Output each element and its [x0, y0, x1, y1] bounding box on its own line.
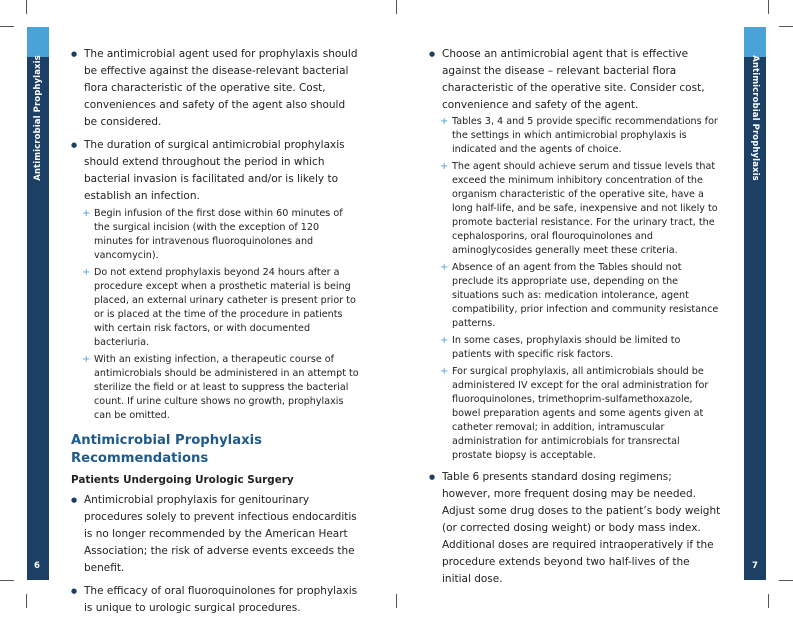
left-page-number: 6	[34, 561, 40, 571]
crop-mark	[0, 26, 14, 27]
left-bullet: ● The duration of surgical antimicrobial prophylaxis should extend throughout the period in which bacterial invasion is facilitated and/or is likely to establish an infection.	[71, 137, 359, 205]
crop-mark	[26, 0, 27, 14]
right-sub-bullet: + For surgical prophylaxis, all antimicrobials should be administered IV except for the oral administration for fluoroquinolones, trimethoprim-sulfamethoxazole, bowel preparation agents and some agents given at catheter removal; in addition, intramuscular administration for antimicrobials for transrectal prostate biopsy is acceptable.	[440, 366, 709, 461]
left-side-tab-label: Antimicrobial Prophylaxis	[33, 55, 43, 181]
right-sub-bullet: + Tables 3, 4 and 5 provide specific recommendations for the settings in which antimicrobial prophylaxis is indicated and the agents of choice.	[440, 116, 718, 155]
plus-icon: +	[82, 267, 91, 278]
left-sub-bullet: + Do not extend prophylaxis beyond 24 hours after a procedure except when a prosthetic material is being placed, an external urinary catheter is present prior to or is placed at the time of the procedure in patients with certain risk factors, or with documented bacteriuria.	[82, 267, 356, 348]
left-column	[71, 46, 359, 617]
left-tab-accent	[27, 27, 49, 57]
right-column	[429, 46, 721, 588]
crop-mark	[396, 0, 397, 14]
plus-icon: +	[82, 354, 91, 365]
left-bullet: ● Antimicrobial prophylaxis for genitourinary procedures solely to prevent infectious endocarditis is no longer recommended by the American Heart Association; the risk of adverse events exceeds the benefit.	[71, 492, 359, 577]
plus-icon: +	[440, 116, 449, 127]
left-bullet: ● The efficacy of oral fluoroquinolones for prophylaxis is unique to urologic surgical procedures.	[71, 583, 359, 617]
plus-icon: +	[82, 208, 91, 219]
right-bullet: ● Choose an antimicrobial agent that is effective against the disease – relevant bacterial flora characteristic of the operative site. Consider cost, convenience and safety of the agent.	[429, 46, 721, 114]
crop-mark	[768, 0, 769, 14]
section-heading: Antimicrobial Prophylaxis Recommendations	[71, 433, 262, 466]
left-bullet: ● The antimicrobial agent used for prophylaxis should be effective against the disease-relevant bacterial flora characteristic of the operative site. Cost, conveniences and safety of the agent also should be considered.	[71, 46, 359, 131]
left-sub-bullet: + Begin infusion of the first dose within 60 minutes of the surgical incision (with the exception of 120 minutes for intravenous fluoroquinolones and vancomycin).	[82, 208, 343, 261]
crop-mark	[768, 594, 769, 608]
section-subheading: Patients Undergoing Urologic Surgery	[71, 474, 294, 486]
crop-mark	[779, 26, 793, 27]
crop-mark	[26, 594, 27, 608]
right-page-number: 7	[752, 561, 758, 571]
plus-icon: +	[440, 366, 449, 377]
right-tab-accent	[744, 27, 766, 57]
crop-mark	[779, 580, 793, 581]
crop-mark	[0, 580, 14, 581]
right-bullet: ● Table 6 presents standard dosing regimens; however, more frequent dosing may be needed. Adjust some drug doses to the patient’s body weight (or corrected dosing weight) or body mass index. Additional doses are required intraoperatively if the procedure extends beyond two half-lives of the initial dose.	[429, 469, 721, 588]
right-sub-bullet: + In some cases, prophylaxis should be limited to patients with specific risk factors.	[440, 335, 681, 360]
right-sub-bullet: + Absence of an agent from the Tables should not preclude its appropriate use, depending on the situations such as: medication intolerance, agent compatibility, prior infection and community resistance patterns.	[440, 262, 719, 329]
plus-icon: +	[440, 262, 449, 273]
crop-mark	[396, 594, 397, 608]
right-sub-bullet: + The agent should achieve serum and tissue levels that exceed the minimum inhibitory concentration of the organism characteristic of the operative site, have a long half-life, and be safe, inexpensive and not likely to promote bacterial resistance. For the urinary tract, the cephalosporins, oral flouroquinolones and aminoglycosides generally meet these criteria.	[440, 161, 718, 256]
plus-icon: +	[440, 335, 449, 346]
left-sub-bullet: + With an existing infection, a therapeutic course of antimicrobials should be administered in an attempt to sterilize the field or at least to suppress the bacterial count. If urine culture shows no growth, prophylaxis can be omitted.	[82, 354, 359, 421]
right-side-tab-label: Antimicrobial Prophylaxis	[750, 55, 760, 181]
plus-icon: +	[440, 161, 449, 172]
